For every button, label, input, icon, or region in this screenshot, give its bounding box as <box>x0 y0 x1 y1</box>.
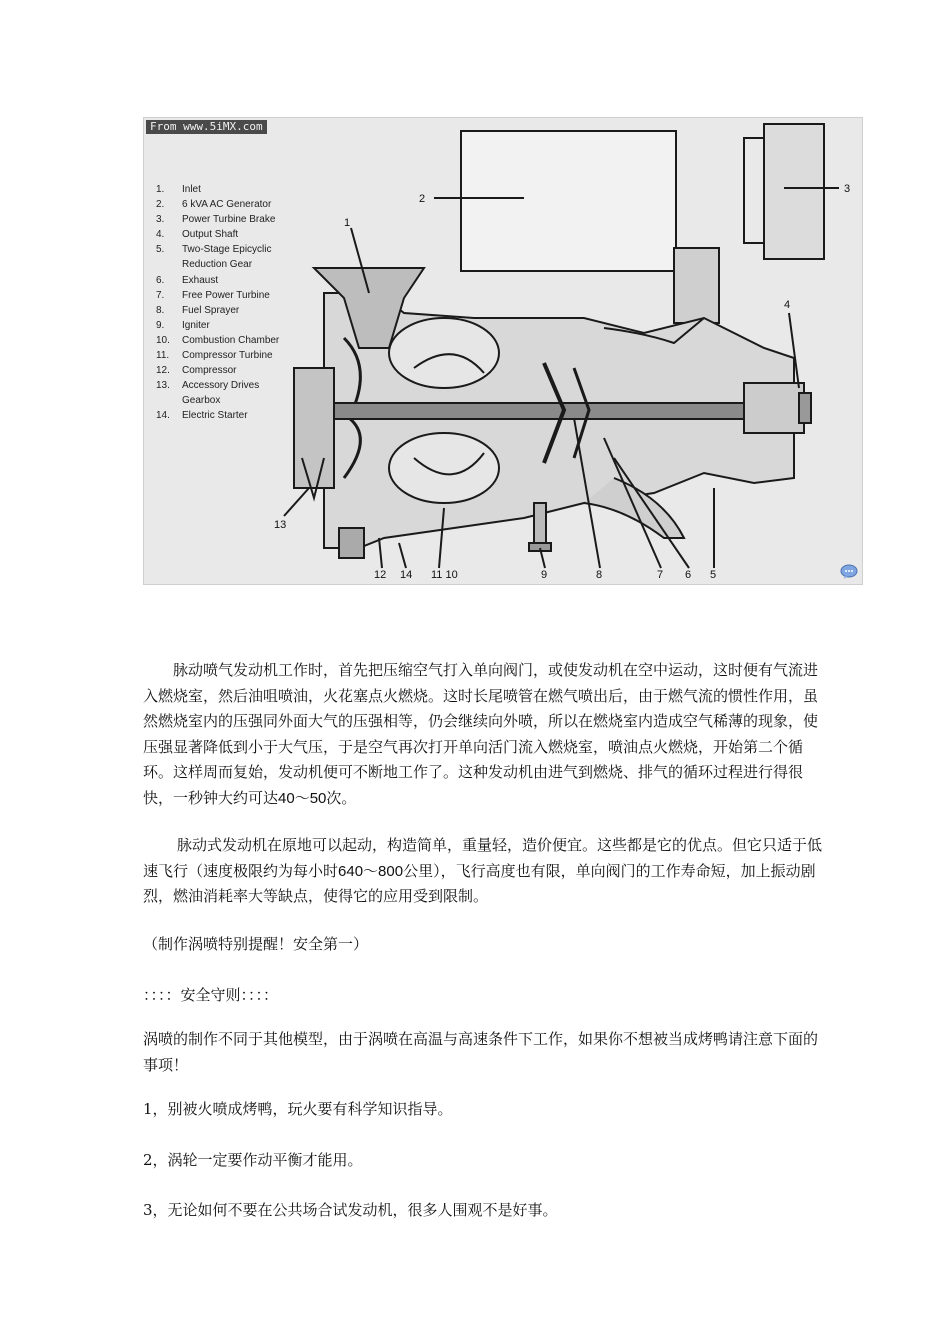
paragraph-pulse-jet-working: 脉动喷气发动机工作时，首先把压缩空气打入单向阀门，或使发动机在空中运动，这时便有气流进入燃烧室，然后油咀喷油，火花塞点火燃烧。这时长尾喷管在燃气喷出后，由于燃气流的惯性作用，虽然燃烧室内的压强同外面大气的压强相等，仍会继续向外喷，所以在燃烧室内造成空气稀薄的现象，使压强显著降低到小于大气压，于是空气再次打开单向活门流入燃烧室，喷油点火燃烧，开始第二个循环。这样周而复始，发动机便可不断地工作了。这种发动机由进气到燃烧、排气的循环过程进行得很快，一秒钟大约可达40～50次。 <box>143 661 819 807</box>
safety-reminder: （制作涡喷特别提醒！安全第一） <box>143 935 369 953</box>
safety-rule-1: 1，别被火喷成烤鸭，玩火要有科学知识指导。 <box>143 1100 453 1118</box>
callout-7: 7 <box>657 569 664 581</box>
callout-1: 1 <box>344 217 351 229</box>
legend-item: 14. Electric Starter <box>156 410 248 422</box>
legend-item: 5. Two-Stage Epicyclic <box>156 244 272 256</box>
legend-item: 11. Compressor Turbine <box>156 350 273 362</box>
paragraph-safety-intro: 涡喷的制作不同于其他模型，由于涡喷在高温与高速条件下工作，如果你不想被当成烤鸭请注意下面的事项！ <box>143 1030 819 1074</box>
callout-9: 9 <box>541 569 548 581</box>
safety-rule-2: 2，涡轮一定要作动平衡才能用。 <box>143 1151 363 1169</box>
callout-3: 3 <box>844 183 851 195</box>
watermark: From www.5iMX.com <box>146 120 267 134</box>
callout-11-10: 11 10 <box>431 569 458 581</box>
legend-item: 12. Compressor <box>156 365 237 377</box>
legend-item: Reduction Gear <box>182 259 253 271</box>
callout-5: 5 <box>710 569 717 581</box>
legend-item: 6. Exhaust <box>156 274 219 286</box>
legend-item: 3. Power Turbine Brake <box>156 214 276 226</box>
callout-8: 8 <box>596 569 603 581</box>
legend-item: 9. Igniter <box>156 319 210 331</box>
legend-item: 7. Free Power Turbine <box>156 289 270 301</box>
legend-item: 10. Combustion Chamber <box>156 334 280 346</box>
legend-item: Gearbox <box>182 395 221 407</box>
legend-item: 2. 6 kVA AC Generator <box>156 199 272 211</box>
callout-6: 6 <box>685 569 692 581</box>
callout-2: 2 <box>419 193 426 205</box>
paragraph-pulse-jet-pros-cons: 脉动式发动机在原地可以起动，构造简单，重量轻，造价便宜。这些都是它的优点。但它只适于低速飞行（速度极限约为每小时640～800公里），飞行高度也有限，单向阀门的工作寿命短，加上振动剧烈，燃油消耗率大等缺点，使得它的应用受到限制。 <box>143 836 823 905</box>
safety-rule-3: 3，无论如何不要在公共场合试发动机，很多人围观不是好事。 <box>143 1201 558 1219</box>
legend-item: 13. Accessory Drives <box>156 380 260 392</box>
callout-13: 13 <box>274 519 287 531</box>
callout-12: 12 <box>374 569 387 581</box>
callout-14: 14 <box>400 569 413 581</box>
legend-item: 1. Inlet <box>156 184 201 195</box>
safety-rules-heading: ：：：：安全守则：：：： <box>143 986 279 1004</box>
legend-item: 4. Output Shaft <box>156 229 239 241</box>
engine-diagram-figure <box>143 117 863 585</box>
callout-4: 4 <box>784 299 791 311</box>
figure-legend <box>156 182 279 424</box>
chat-bubble-icon[interactable] <box>840 564 858 580</box>
legend-item: 8. Fuel Sprayer <box>156 304 240 316</box>
